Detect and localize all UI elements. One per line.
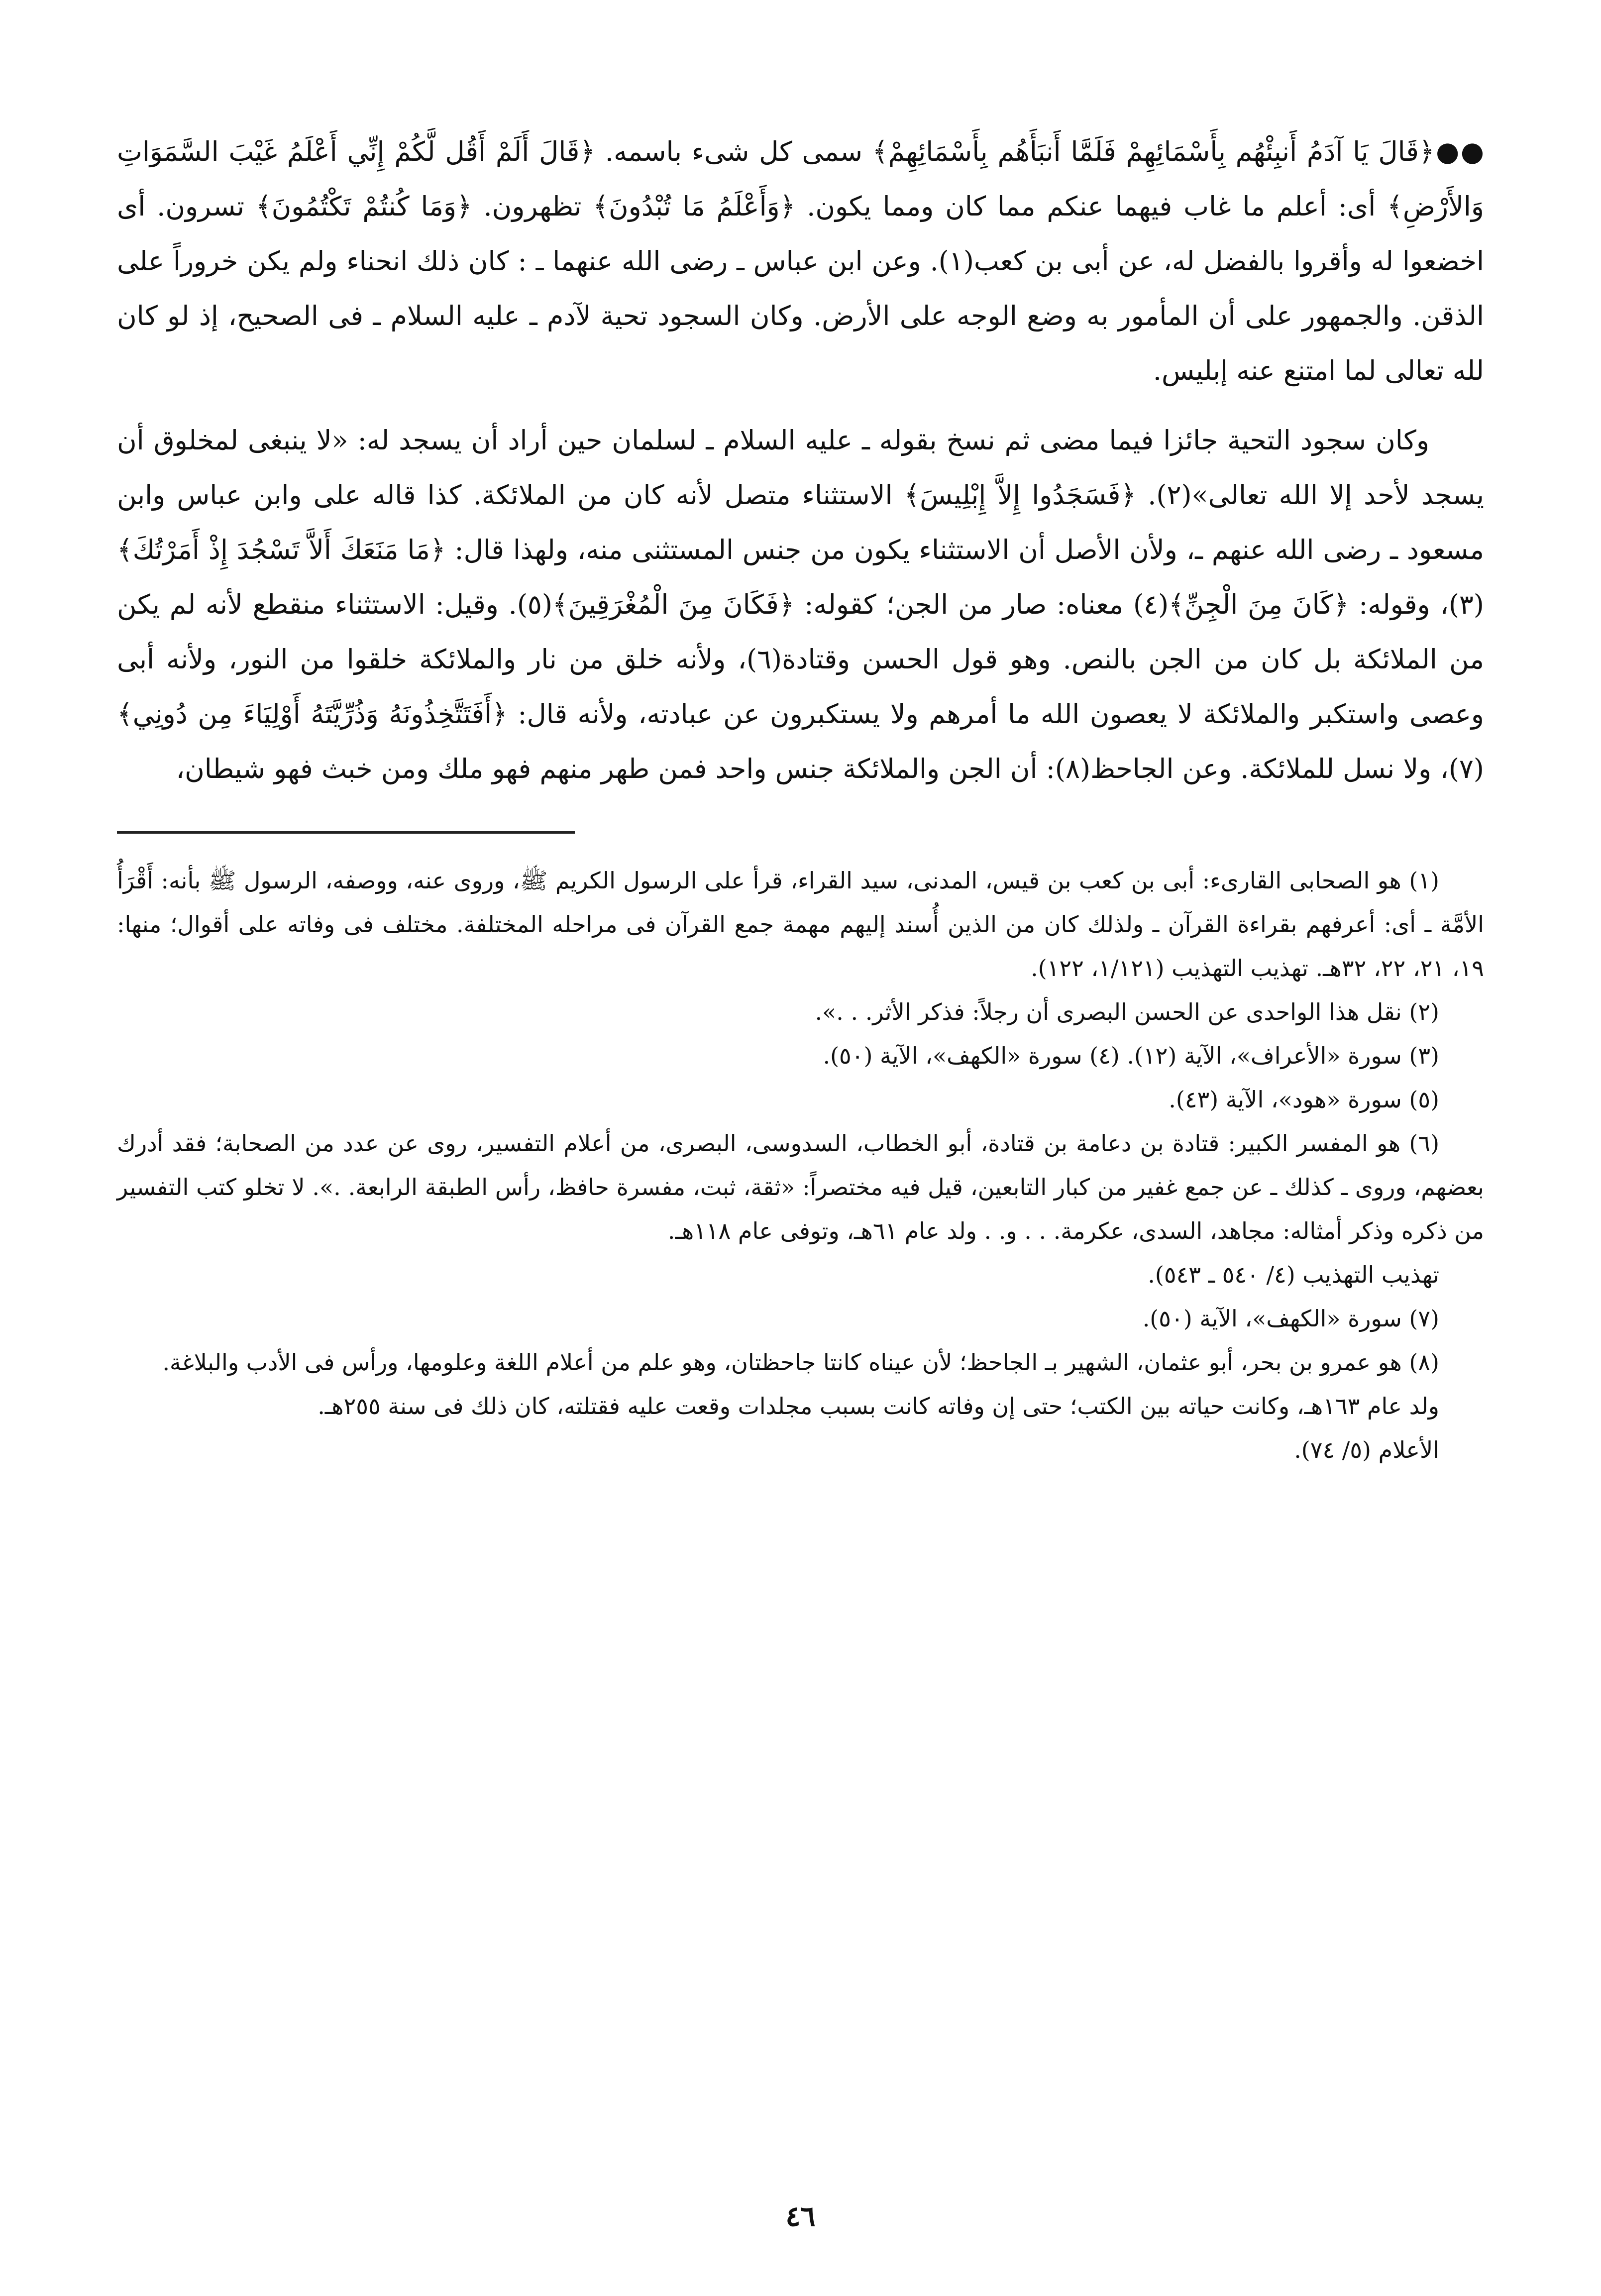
footnote-6-source: تهذيب التهذيب (٤/ ٥٤٠ ـ ٥٤٣).: [1148, 1261, 1439, 1288]
footnote-7: (٧) سورة «الكهف»، الآية (٥٠).: [1142, 1305, 1439, 1332]
footnote-2: (٢) نقل هذا الواحدى عن الحسن البصرى أن رجلاً: فذكر الأثر. . .».: [815, 998, 1439, 1025]
footnote-5: (٥) سورة «هود»، الآية (٤٣).: [1169, 1086, 1439, 1113]
footnote-6: (٦) هو المفسر الكبير: قتادة بن دعامة بن قتادة، أبو الخطاب، السدوسى، البصرى، من أعلام التفسير، روى عن عدد من الصحابة؛ فقد أدرك بعضهم، وروى ـ كذلك ـ عن جمع غفير من كبار التابعين، قيل فيه مختصراً: «ثقة، ثبت، مفسرة حافظ، رأس الطبقة الرابعة. .». لا تخلو كتب التفسير من ذكره وذكر أمثاله: مجاهد، السدى، عكرمة. . . و. . ولد عام ٦١هـ، وتوفى عام ١١٨هـ.: [117, 1130, 1484, 1244]
footnote-1: (١) هو الصحابى القارىء: أبى بن كعب بن قيس، المدنى، سيد القراء، قرأ على الرسول الكريم ﷺ، وروى عنه، ووصفه، الرسول ﷺ بأنه: أَقْرَأُ الأمَّة ـ أى: أعرفهم بقراءة القرآن ـ ولذلك كان من الذين أُسند إليهم مهمة جمع القرآن فى مراحله المختلفة. مختلف فى وفاته على أقوال؛ منها: ١٩، ٢١، ٢٢، ٣٢هـ. تهذيب التهذيب (١/١٢١، ١٢٢).: [117, 867, 1484, 982]
footnote-8-cont: ولد عام ١٦٣هـ، وكانت حياته بين الكتب؛ حتى إن وفاته كانت بسبب مجلدات وقعت عليه فقتلته، كان ذلك فى سنة ٢٥٥هـ.: [318, 1393, 1439, 1420]
footnotes: [117, 859, 1484, 1472]
footnote-8: (٨) هو عمرو بن بحر، أبو عثمان، الشهير بـ الجاحظ؛ لأن عيناه كانتا جاحظتان، وهو علم من أعلام اللغة وعلومها، ورأس فى الأدب والبلاغة.: [162, 1349, 1439, 1376]
paragraph-1: ●●﴿قَالَ يَا آدَمُ أَنبِئْهُم بِأَسْمَائِهِمْ فَلَمَّا أَنبَأَهُم بِأَسْمَائِهِمْ﴾ سمى كل شىء باسمه. ﴿قَالَ أَلَمْ أَقُل لَّكُمْ إِنِّي أَعْلَمُ غَيْبَ السَّمَوَاتِ وَالأَرْضِ﴾ أى: أعلم ما غاب فيهما عنكم مما كان ومما يكون. ﴿وَأَعْلَمُ مَا تُبْدُونَ﴾ تظهرون. ﴿وَمَا كُنتُمْ تَكْتُمُونَ﴾ تسرون. أى اخضعوا له وأقروا بالفضل له، عن أبى بن كعب(١). وعن ابن عباس ـ رضى الله عنهما ـ : كان ذلك انحناء ولم يكن خروراً على الذقن. والجمهور على أن المأمور به وضع الوجه على الأرض. وكان السجود تحية لآدم ـ عليه السلام ـ فى الصحيح، إذ لو كان لله تعالى لما امتنع عنه إبليس.: [117, 136, 1484, 386]
page-number: ٤٦: [785, 2200, 816, 2233]
paragraph-2: وكان سجود التحية جائزا فيما مضى ثم نسخ بقوله ـ عليه السلام ـ لسلمان حين أراد أن يسجد له: «لا ينبغى لمخلوق أن يسجد لأحد إلا الله تعالى»(٢). ﴿فَسَجَدُوا إِلاَّ إِبْلِيسَ﴾ الاستثناء متصل لأنه كان من الملائكة. كذا قاله على وابن عباس وابن مسعود ـ رضى الله عنهم ـ، ولأن الأصل أن الاستثناء يكون من جنس المستثنى منه، ولهذا قال: ﴿مَا مَنَعَكَ أَلاَّ تَسْجُدَ إِذْ أَمَرْتُكَ﴾(٣)، وقوله: ﴿كَانَ مِنَ الْجِنِّ﴾(٤) معناه: صار من الجن؛ كقوله: ﴿فَكَانَ مِنَ الْمُغْرَقِينَ﴾(٥). وقيل: الاستثناء منقطع لأنه لم يكن من الملائكة بل كان من الجن بالنص. وهو قول الحسن وقتادة(٦)، ولأنه خلق من نار والملائكة خلقوا من النور، ولأنه أبى وعصى واستكبر والملائكة لا يعصون الله ما أمرهم ولا يستكبرون عن عبادته، ولأنه قال: ﴿أَفَتَتَّخِذُونَهُ وَذُرِّيَّتَهُ أَوْلِيَاءَ مِن دُونِي﴾(٧)، ولا نسل للملائكة. وعن الجاحظ(٨): أن الجن والملائكة جنس واحد فمن طهر منهم فهو ملك ومن خبث فهو شيطان،: [117, 425, 1485, 784]
footnote-divider: [117, 831, 575, 834]
footnote-3-4: (٣) سورة «الأعراف»، الآية (١٢). (٤) سورة «الكهف»، الآية (٥٠).: [823, 1042, 1439, 1069]
main-text: [117, 124, 1484, 796]
footnote-8-source: الأعلام (٥/ ٧٤).: [1294, 1436, 1439, 1463]
